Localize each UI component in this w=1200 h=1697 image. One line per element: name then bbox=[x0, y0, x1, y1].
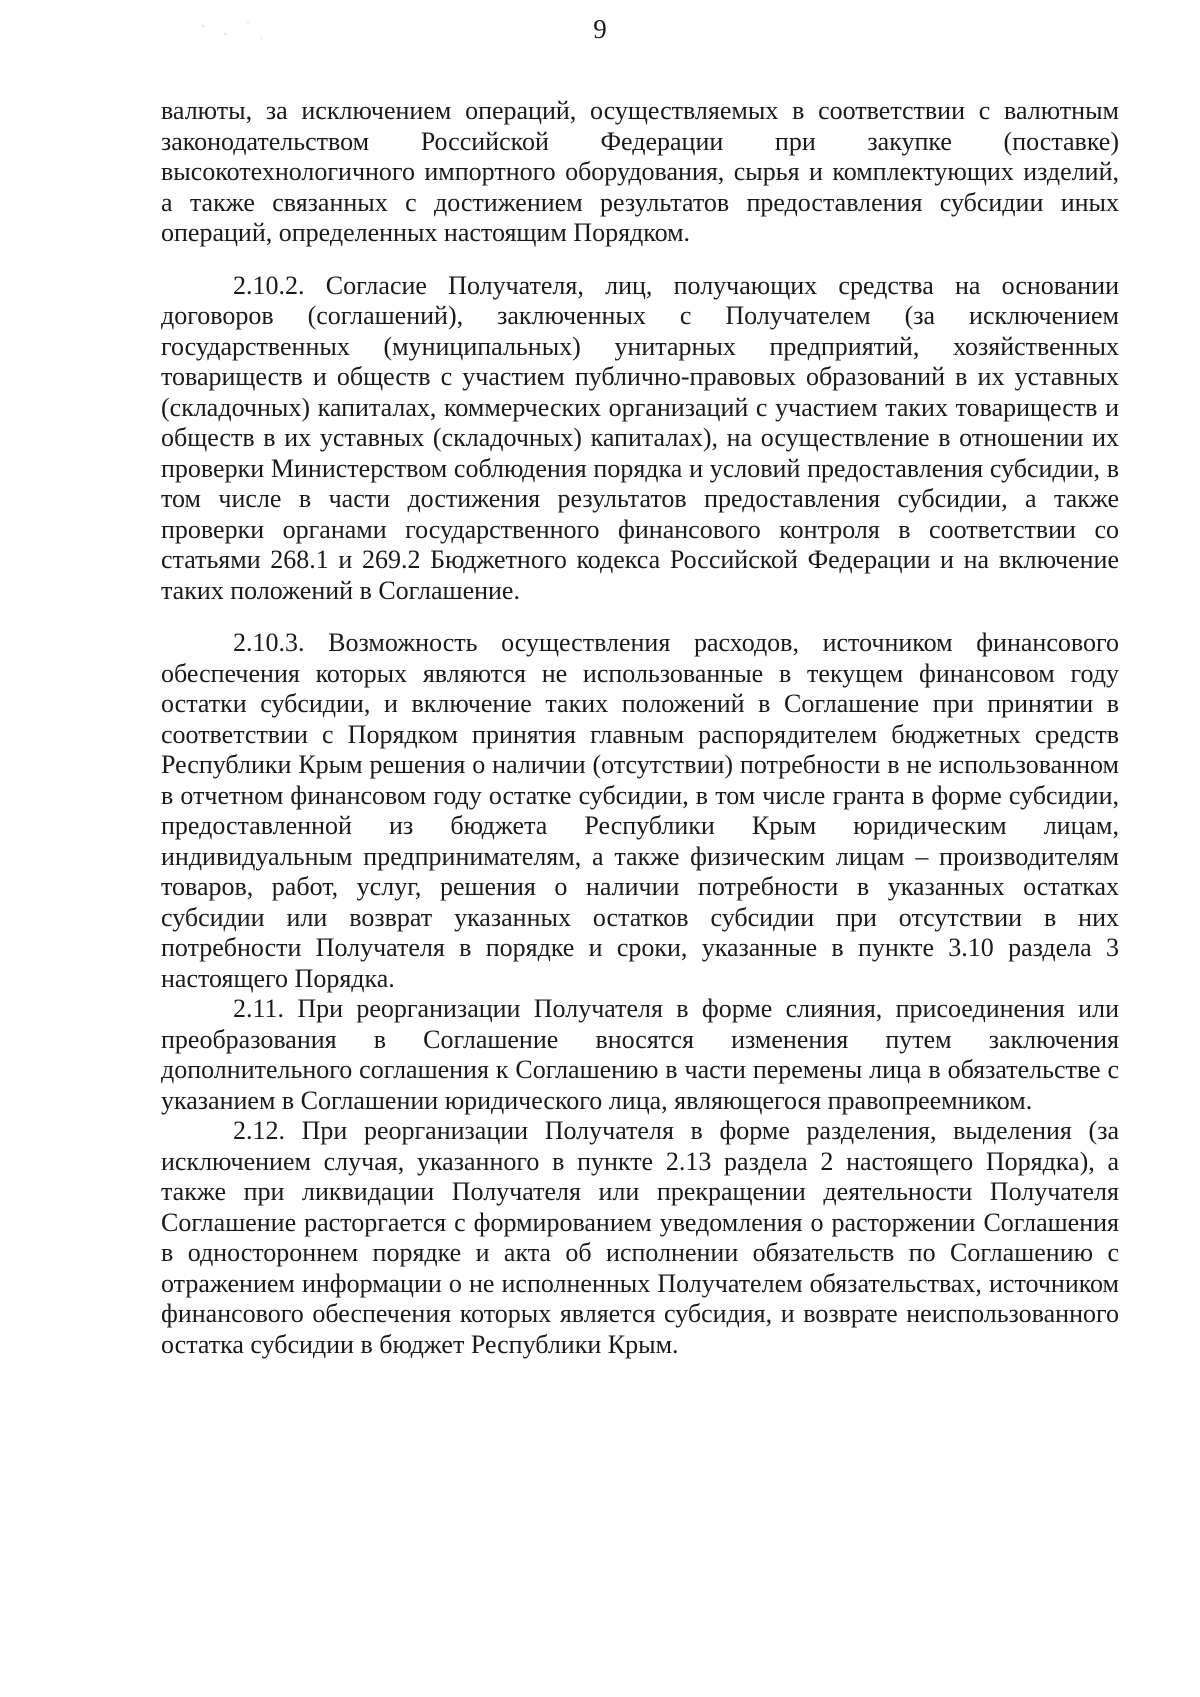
page-number: 9 bbox=[593, 14, 607, 44]
paragraph-continuation: валюты, за исключением операций, осуществляемых в соответствии с валютным законодательством Российской Федерации при закупке (поставке) высокотехнологичного импортного оборудования, сырья и комплектующих изделий, а также связанных с достижением результатов предоставления субсидии иных операций, определенных настоящим Порядком. bbox=[161, 96, 1119, 247]
document-body bbox=[161, 96, 1119, 1360]
paragraph-2-10-3: 2.10.3. Возможность осуществления расходов, источником финансового обеспечения которых являются не использованные в текущем финансовом году остатки субсидии, и включение таких положений в Соглашение при принятии в соответствии с Порядком принятия главным распорядителем бюджетных средств Республики Крым решения о наличии (отсутствии) потребности в не использованном в отчетном финансовом году остатке субсидии, в том числе гранта в форме субсидии, предоставленной из бюджета Республики Крым юридическим лицам, индивидуальным предпринимателям, а также физическим лицам – производителям товаров, работ, услуг, решения о наличии потребности в указанных остатках субсидии или возврат указанных остатков субсидии при отсутствии в них потребности Получателя в порядке и сроки, указанные в пункте 3.10 раздела 3 настоящего Порядка. bbox=[161, 628, 1119, 993]
paragraph-2-11: 2.11. При реорганизации Получателя в форме слияния, присоединения или преобразования в Соглашение вносятся изменения путем заключения дополнительного соглашения к Соглашению в части перемены лица в обязательстве с указанием в Соглашении юридического лица, являющегося правопреемником. bbox=[161, 994, 1119, 1115]
paragraph-2-12: 2.12. При реорганизации Получателя в форме разделения, выделения (за исключением случая, указанного в пункте 2.13 раздела 2 настоящего Порядка), а также при ликвидации Получателя или прекращении деятельности Получателя Соглашение расторгается с формированием уведомления о расторжении Соглашения в одностороннем порядке и акта об исполнении обязательств по Соглашению с отражением информации о не исполненных Получателем обязательствах, источником финансового обеспечения которых является субсидия, и возврате неиспользованного остатка субсидии в бюджет Республики Крым. bbox=[161, 1116, 1119, 1359]
paragraph-2-10-2: 2.10.2. Согласие Получателя, лиц, получающих средства на основании договоров (соглашений), заключенных с Получателем (за исключением государственных (муниципальных) унитарных предприятий, хозяйственных товариществ и обществ с участием публично-правовых образований в их уставных (складочных) капиталах, коммерческих организаций с участием таких товариществ и обществ в их уставных (складочных) капиталах), на осуществление в отношении их проверки Министерством соблюдения порядка и условий предоставления субсидии, в том числе в части достижения результатов предоставления субсидии, а также проверки органами государственного финансового контроля в соответствии со статьями 268.1 и 269.2 Бюджетного кодекса Российской Федерации и на включение таких положений в Соглашение. bbox=[161, 270, 1119, 605]
